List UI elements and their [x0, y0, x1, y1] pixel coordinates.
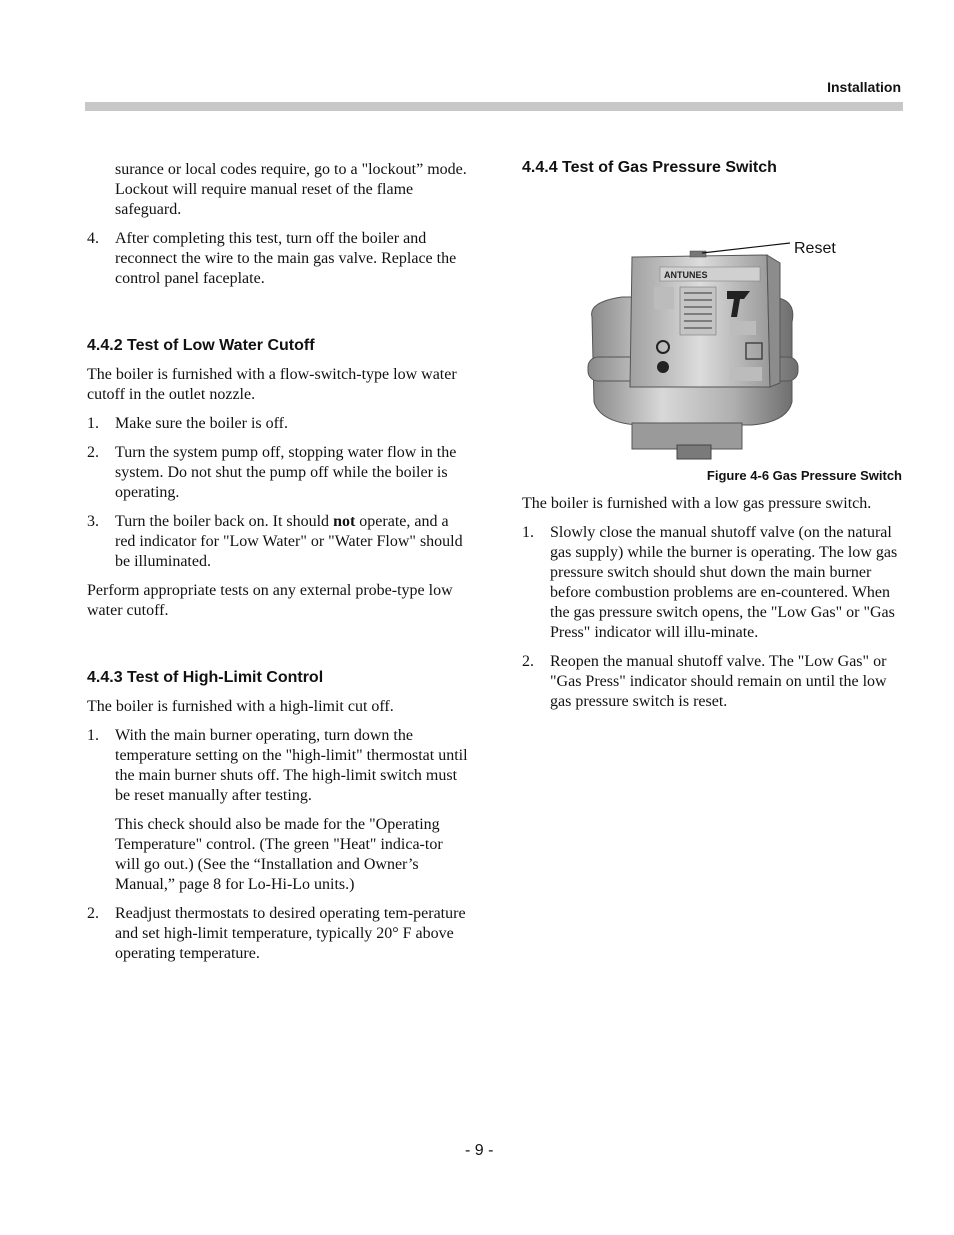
- section-heading-4-4-3: 4.4.3 Test of High-Limit Control: [87, 669, 324, 686]
- list-text: With the main burner operating, turn down the temperature setting on the "high-limit" thermostat until the main burner shuts off. The high-limit switch must be reset manually after testing.: [115, 727, 468, 804]
- list-item: [87, 414, 469, 434]
- section-outro: Perform appropriate tests on any external probe-type low water cutoff.: [87, 582, 453, 619]
- list-number: 1.: [87, 727, 99, 744]
- list-item: [87, 229, 469, 289]
- text-run: operate, and a red indicator for "Low Water" or "Water Flow" should be illuminated.: [115, 513, 463, 570]
- list-text: Turn the system pump off, stopping water flow in the system. Do not shut the pump off while the boiler is operating.: [115, 444, 457, 501]
- list-item: [87, 904, 469, 964]
- bold-text: not: [333, 513, 356, 530]
- running-header: Installation: [827, 79, 901, 95]
- left-column: [87, 160, 469, 973]
- section-heading-4-4-2: 4.4.2 Test of Low Water Cutoff: [87, 337, 315, 354]
- section-intro: The boiler is furnished with a low gas pressure switch.: [522, 495, 872, 512]
- figure-caption: Figure 4-6 Gas Pressure Switch: [706, 468, 902, 483]
- gas-pressure-switch-image: [522, 187, 902, 467]
- section-intro: The boiler is furnished with a flow-switch-type low water cutoff in the outlet nozzle.: [87, 366, 457, 403]
- list-number: 3.: [87, 513, 99, 530]
- brand-text: ANTUNES: [664, 270, 708, 280]
- list-item: [522, 652, 902, 712]
- list-item: [87, 512, 469, 572]
- continued-paragraph: surance or local codes require, go to a "lockout” mode. Lockout will require manual reset of the flame safeguard.: [115, 161, 467, 218]
- list-number: 1.: [87, 415, 99, 432]
- list-text: Reopen the manual shutoff valve. The "Low Gas" or "Gas Press" indicator should remain on until the low gas pressure switch is reset.: [550, 653, 887, 710]
- list-number: 2.: [87, 905, 99, 922]
- list-text: Make sure the boiler is off.: [115, 415, 288, 432]
- reset-callout-label: Reset: [794, 240, 836, 257]
- list-continuation: This check should also be made for the "Operating Temperature" control. (The green "Heat" indica-tor will go out.) (See the “Installation and Owner’s Manual,” page 8 for Lo-Hi-Lo units.): [115, 816, 443, 893]
- list-text: Readjust thermostats to desired operating tem-perature and set high-limit temperature, typically 20° F above operating temperature.: [115, 905, 466, 962]
- section-intro: The boiler is furnished with a high-limit cut off.: [87, 698, 394, 715]
- gas-pressure-switch-figure: [522, 187, 902, 467]
- right-column: [522, 158, 902, 721]
- text-run: Turn the boiler back on. It should: [115, 513, 334, 530]
- list-text: Slowly close the manual shutoff valve (on the natural gas supply) while the burner is operating. The low gas pressure switch should shut down the main burner before combustion problems are en-countered. When the gas pressure switch opens, the "Low Gas" or "Gas Press" indicator will illu-minate.: [550, 524, 898, 641]
- list-item: [87, 726, 469, 806]
- list-text: [115, 512, 469, 572]
- list-item: [522, 523, 902, 643]
- list-number: 4.: [87, 230, 99, 247]
- list-number: 2.: [522, 653, 534, 670]
- header-rule: [85, 102, 903, 111]
- list-item: [87, 443, 469, 503]
- section-heading-4-4-4: 4.4.4 Test of Gas Pressure Switch: [522, 159, 777, 176]
- list-number: 1.: [522, 524, 534, 541]
- page-number: - 9 -: [465, 1142, 494, 1159]
- list-text: After completing this test, turn off the boiler and reconnect the wire to the main gas valve. Replace the control panel faceplate.: [115, 230, 457, 287]
- list-number: 2.: [87, 444, 99, 461]
